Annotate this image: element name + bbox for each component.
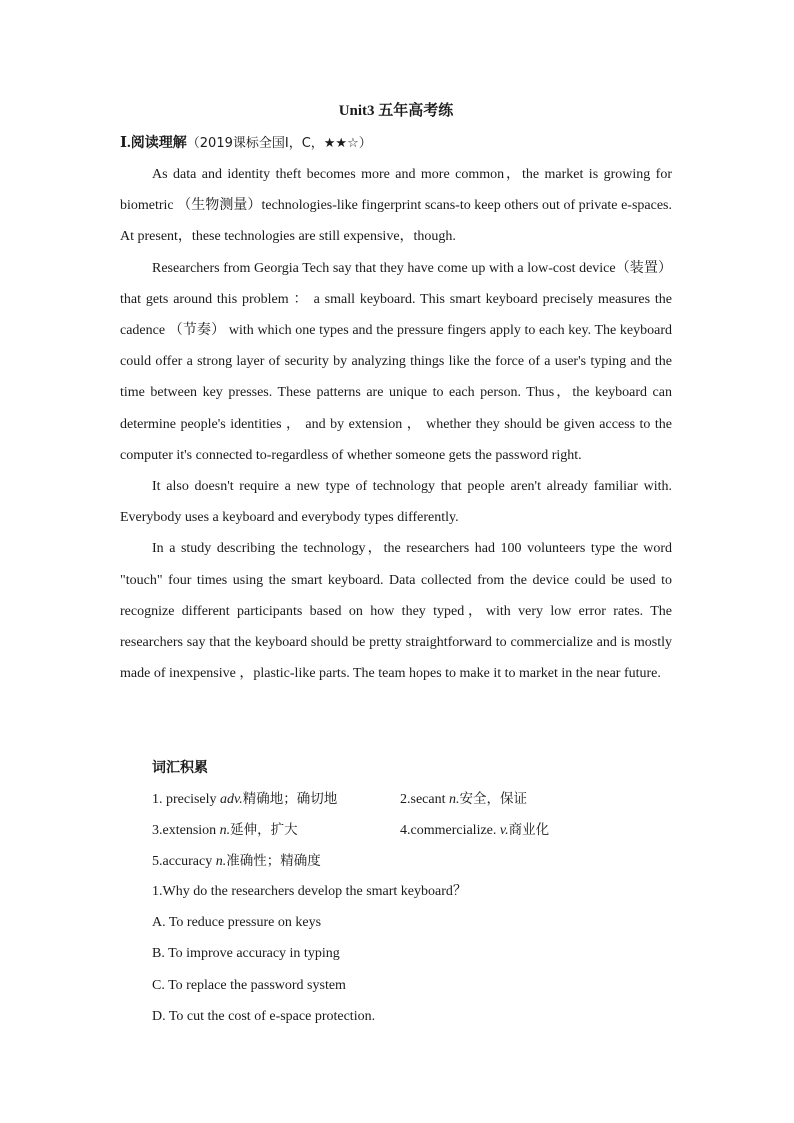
- vocab-pos: adv.: [220, 792, 243, 807]
- vocab-row: [152, 789, 672, 820]
- section-name: 阅读理解: [130, 135, 187, 151]
- passage-paragraph: As data and identity theft becomes more and more common，the market is growing for biometric （生物测量）technologies-like fingerprint scans-to keep others out of private e-spaces. At present，these technologies are still expensive，though.: [120, 167, 672, 245]
- question-stem: 1.Why do the researchers develop the smart keyboard？: [152, 884, 467, 899]
- vocab-meaning: 精确地；确切地: [242, 791, 338, 807]
- section-meta: （2019课标全国Ⅰ，C，★★☆）: [186, 136, 372, 151]
- vocab-heading: 词汇积累: [152, 760, 208, 776]
- section-number: Ⅰ.: [120, 135, 131, 151]
- vocab-list: [152, 789, 672, 882]
- vocab-row: [152, 851, 672, 882]
- option-d: D. To cut the cost of e-space protection.: [152, 1008, 376, 1024]
- vocab-word: accuracy: [162, 854, 213, 869]
- vocab-num: 3.: [152, 823, 163, 838]
- vocab-pos: v.: [499, 823, 509, 838]
- vocab-item: [152, 789, 337, 810]
- passage-paragraph: In a study describing the technology，the researchers had 100 volunteers type the word "touch" four times using the smart keyboard. Data collected from the device could be used to recognize different participants based on how they typed，with very low error rates. The researchers say that the keyboard should be pretty straightforward to commercialize and is mostly made of inexpensive ，plastic-like parts. The team hopes to make it to market in the near future.: [120, 541, 672, 682]
- vocab-pos: n.: [215, 854, 227, 869]
- vocab-meaning: 准确性；精确度: [226, 853, 321, 869]
- vocab-meaning: 延伸，扩大: [230, 822, 298, 838]
- vocab-meaning: 商业化: [508, 822, 550, 838]
- vocab-num: 2.: [400, 792, 411, 807]
- vocab-item: [400, 789, 527, 810]
- vocab-num: 4.: [400, 823, 411, 838]
- vocab-row: [152, 820, 672, 851]
- question-block: [152, 882, 672, 1038]
- vocab-word: precisely: [166, 792, 217, 807]
- vocab-item: [152, 820, 298, 841]
- vocab-num: 1.: [152, 792, 163, 807]
- vocab-item: [152, 851, 321, 872]
- vocab-word: commercialize.: [410, 823, 497, 838]
- section-heading: [120, 133, 372, 154]
- option-b: B. To improve accuracy in typing: [152, 946, 340, 962]
- reading-passage: [120, 159, 672, 689]
- vocab-word: secant: [410, 792, 446, 807]
- vocab-meaning: 安全，保证: [459, 791, 527, 807]
- vocab-num: 5.: [152, 854, 163, 869]
- passage-paragraph: Researchers from Georgia Tech say that they have come up with a low-cost device（装置）that gets around this problem ： a small keyboard. This smart keyboard precisely measures the cadence （节奏） with which one types and the pressure fingers apply to each key. The keyboard could offer a strong layer of security by analyzing things like the force of a user's typing and the time between key presses. These patterns are unique to each person. Thus，the keyboard can determine people's identities ， and by extension ， whether they should be given access to the computer it's connected to-regardless of whether someone gets the password right.: [120, 260, 672, 463]
- vocab-pos: n.: [219, 823, 231, 838]
- vocab-word: extension: [162, 823, 217, 838]
- passage-paragraph: It also doesn't require a new type of technology that people aren't already familiar with. Everybody uses a keyboard and everybody types differently.: [120, 479, 672, 526]
- vocab-item: [400, 820, 549, 841]
- option-a: A. To reduce pressure on keys: [152, 915, 322, 931]
- page-title: Unit3 五年高考练: [338, 103, 454, 119]
- option-c: C. To replace the password system: [152, 977, 346, 993]
- vocab-pos: n.: [448, 792, 460, 807]
